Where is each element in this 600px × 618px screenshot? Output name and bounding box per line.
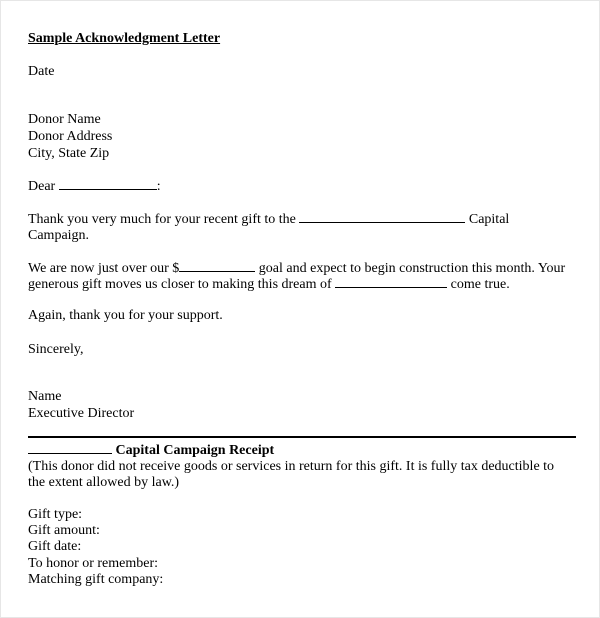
salutation-lead: Dear — [28, 179, 56, 194]
para2-line2-text: generous gift moves us closer to making this dream of — [28, 277, 332, 292]
donor-name-blank — [59, 177, 157, 190]
section-divider — [28, 436, 576, 438]
para1-capital: Capital — [468, 212, 510, 227]
paragraph-2-line-2 — [28, 275, 510, 293]
signer-name: Name — [28, 389, 62, 404]
salutation-colon: : — [156, 179, 161, 194]
receipt-note-line-2: the extent allowed by law.) — [28, 475, 180, 490]
letter-title: Sample Acknowledgment Letter — [28, 31, 221, 46]
closing: Sincerely, — [28, 342, 84, 357]
receipt-note-line-1: (This donor did not receive goods or services in return for this gift. It is fully tax deductible to — [28, 459, 555, 474]
para2-line2-end: come true. — [450, 277, 510, 292]
para1-text: Thank you very much for your recent gift to the — [28, 212, 296, 227]
paragraph-3: Again, thank you for your support. — [28, 308, 223, 323]
para2-text: We are now just over our $ — [28, 261, 180, 276]
campaign-name-blank — [299, 210, 465, 223]
dream-blank — [335, 275, 447, 288]
honor-remember-field: To honor or remember: — [28, 556, 159, 571]
paragraph-1-line-1 — [28, 210, 509, 228]
goal-amount-blank — [179, 259, 255, 272]
receipt-blank — [28, 441, 112, 454]
receipt-heading-line — [28, 441, 274, 459]
paragraph-1-line-2: Campaign. — [28, 228, 90, 243]
donor-name: Donor Name — [28, 112, 101, 127]
receipt-heading: Capital Campaign Receipt — [115, 443, 275, 458]
matching-gift-company-field: Matching gift company: — [28, 572, 164, 587]
date-line: Date — [28, 64, 55, 79]
para2-text-after: goal and expect to begin construction this month. Your — [258, 261, 566, 276]
donor-city-state-zip: City, State Zip — [28, 146, 110, 161]
gift-amount-field: Gift amount: — [28, 523, 100, 538]
gift-date-field: Gift date: — [28, 539, 82, 554]
signer-title: Executive Director — [28, 406, 135, 421]
salutation — [28, 177, 161, 195]
donor-address: Donor Address — [28, 129, 113, 144]
gift-type-field: Gift type: — [28, 507, 83, 522]
